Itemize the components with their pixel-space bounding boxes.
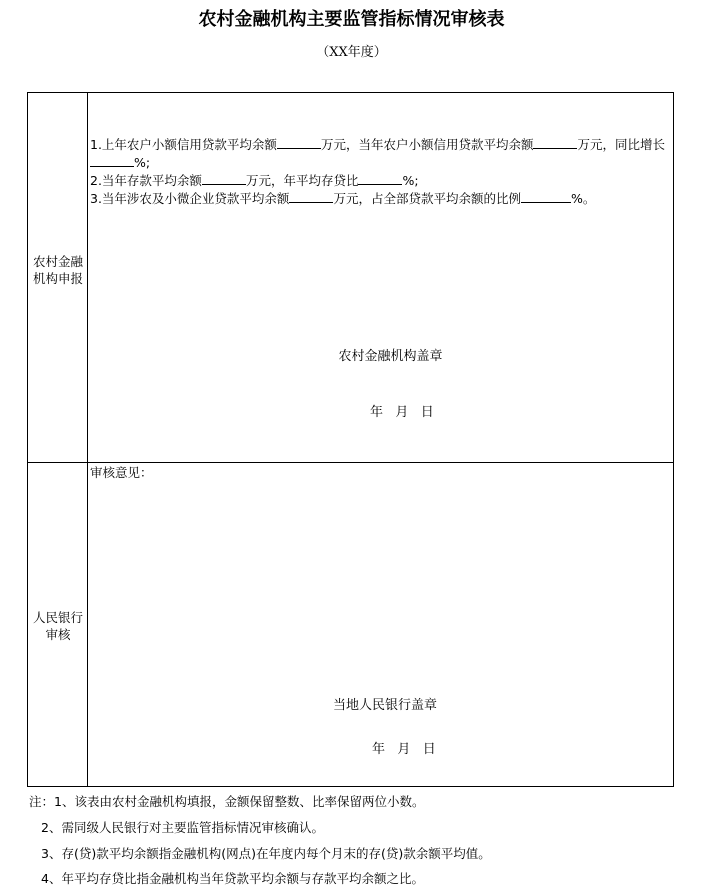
report-item-3-text-a: 3.当年涉农及小微企业贷款平均余额	[90, 191, 290, 206]
footnote-2: 2、需同级人民银行对主要监管指标情况审核确认。	[41, 820, 324, 835]
report-item-list	[90, 135, 670, 207]
review-opinion-label: 审核意见：	[90, 465, 153, 480]
loan-deposit-ratio-blank[interactable]	[358, 171, 402, 185]
report-item-2-text-b: 万元，年平均存贷比	[245, 173, 359, 188]
pboc-date-text: 年 月 日	[372, 742, 436, 757]
report-item-2	[90, 171, 670, 189]
review-content-cell[interactable]	[88, 463, 673, 786]
review-row-label: 人民银行审核	[32, 610, 83, 642]
report-item-2-text-a: 2.当年存款平均余额	[90, 173, 202, 188]
report-item-3	[90, 189, 670, 207]
pboc-seal-text: 当地人民银行盖章	[333, 698, 438, 713]
yoy-growth-blank[interactable]	[90, 153, 134, 167]
report-item-1-text-b: 万元，当年农户小额信用贷款平均余额	[320, 137, 534, 152]
footnote-3: 3、存(贷)款平均余额指金融机构(网点)在年度内每个月末的存(贷)款余额平均值。	[41, 846, 491, 861]
this-year-farmer-loan-blank[interactable]	[533, 135, 577, 149]
footnote-4: 4、年平均存贷比指金融机构当年贷款平均余额与存款平均余额之比。	[41, 871, 424, 886]
agri-small-loan-blank[interactable]	[289, 189, 333, 203]
report-label-cell	[28, 93, 88, 462]
report-content-cell[interactable]	[88, 93, 673, 462]
report-item-1-text-a: 1.上年农户小额信用贷款平均余额	[90, 137, 277, 152]
report-item-1-text-c: 万元，同比增长	[577, 137, 665, 152]
last-year-farmer-loan-blank[interactable]	[277, 135, 321, 149]
page-title: 农村金融机构主要监管指标情况审核表	[198, 9, 505, 30]
institution-report-row	[28, 93, 673, 463]
agri-loan-share-blank[interactable]	[521, 189, 571, 203]
pboc-review-row	[28, 463, 673, 786]
report-item-3-text-c: %。	[570, 191, 596, 206]
institution-date-text: 年 月 日	[370, 405, 434, 420]
deposit-average-blank[interactable]	[202, 171, 246, 185]
review-label-cell	[28, 463, 88, 786]
footnote-1: 注：1、该表由农村金融机构填报，金额保留整数、比率保留两位小数。	[29, 794, 425, 809]
review-form-table	[27, 92, 674, 787]
report-item-2-text-c: %;	[402, 173, 419, 188]
report-item-1-text-d: %;	[134, 155, 151, 170]
report-item-3-text-b: 万元，占全部贷款平均余额的比例	[333, 191, 521, 206]
report-row-label: 农村金融机构申报	[32, 254, 83, 286]
page-subtitle: （XX年度）	[316, 45, 387, 60]
report-item-1	[90, 135, 670, 171]
institution-seal-text: 农村金融机构盖章	[338, 349, 443, 364]
